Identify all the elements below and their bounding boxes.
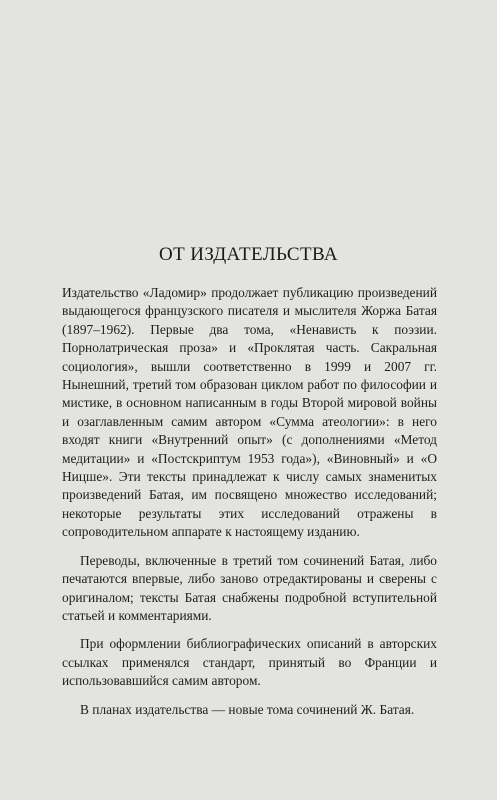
publisher-note-body: [62, 284, 437, 729]
paragraph-plans: В планах издательства — новые тома сочинений Ж. Батая.: [80, 701, 415, 717]
paragraph-intro: Издательство «Ладомир» продолжает публикацию произведений выдающегося французского писателя и мыслителя Жоржа Батая (1897–1962). Первые два тома, «Ненависть к поэзии. Порнолатрическая проза» и «Проклятая часть. Сакральная социология», вышли соответственно в 1999 и 2007 гг. Нынешний, третий том образован циклом работ по философии и мистике, в основном написанным в годы Второй мировой войны и озаглавленным самим автором «Сумма атеологии»: в него входят книги «Внутренний опыт» (с дополнениями «Метод медитации» и «Постскриптум 1953 года»), «Виновный» и «О Ницше». Эти тексты принадлежат к числу самых знаменитых произведений Батая, им посвящено множество исследований; некоторые результаты этих исследований отражены в сопроводительном аппарате к настоящему изданию.: [62, 285, 437, 540]
paragraph-translations: Переводы, включенные в третий том сочинений Батая, либо печатаются впервые, либо заново отредактированы и сверены с оригиналом; тексты Батая снабжены подробной вступительной статьей и комментариями.: [62, 552, 437, 623]
page-heading: ОТ ИЗДАТЕЛЬСТВА: [159, 244, 338, 265]
paragraph-bibliography: При оформлении библиографических описаний в авторских ссылках применялся стандарт, принятый во Франции и использовавшийся самим автором.: [62, 636, 437, 689]
